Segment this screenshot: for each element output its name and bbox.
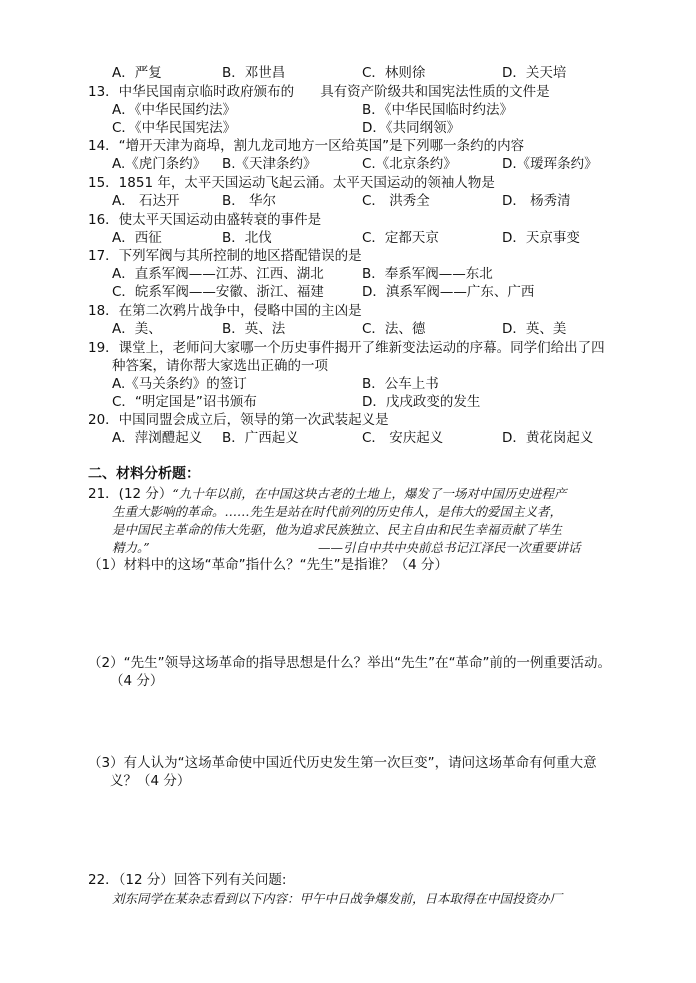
q13-option-b: B．《中华民国临时约法》 bbox=[362, 102, 514, 118]
q14-option-d: D.《瑷珲条约》 bbox=[502, 156, 598, 172]
q22-material-text: 刘东同学在某杂志看到以下内容：甲午中日战争爆发前，日本取得在中国投资办厂 bbox=[112, 891, 563, 906]
option-a-top: A．严复 bbox=[112, 65, 162, 81]
q14-option-a: A.《虎门条约》 bbox=[112, 156, 207, 172]
q16-option-c: C．定都天京 bbox=[362, 230, 439, 246]
q21-subquestion-3-points: 义？（4 分） bbox=[110, 773, 191, 789]
q14-option-b: B.《天津条约》 bbox=[222, 156, 317, 172]
question-19-stem-cont: 种答案，请你帮大家选出正确的一项 bbox=[112, 358, 328, 374]
q19-option-c: C．“明定国是”诏书颁布 bbox=[112, 394, 257, 410]
question-19-stem: 19．课堂上，老师问大家哪一个历史事件揭开了维新变法运动的序幕。同学们给出了四 bbox=[88, 340, 605, 356]
q13-option-d: D．《共同纲领》 bbox=[362, 120, 461, 136]
q17-option-d: D．滇系军阀——广东、广西 bbox=[362, 284, 535, 300]
q16-option-d: D．天京事变 bbox=[502, 230, 580, 246]
q20-option-c: C． 安庆起义 bbox=[362, 430, 444, 446]
q18-option-d: D．英、美 bbox=[502, 321, 567, 337]
q19-option-a: A.《马关条约》的签订 bbox=[112, 376, 247, 392]
q21-quote-line-3: 是中国民主革命的伟大先驱，他为追求民族独立、民主自由和民生幸福贡献了毕生 bbox=[112, 522, 563, 537]
q18-option-a: A．美、 bbox=[112, 321, 162, 337]
q21-quote-source: ——引自中共中央前总书记江泽民一次重要讲话 bbox=[318, 540, 581, 555]
q19-option-b: B．公车上书 bbox=[362, 376, 439, 392]
option-b-top: B．邓世昌 bbox=[222, 65, 286, 81]
q21-quote-line-2: 生重大影响的革命。……先生是站在时代前列的历史伟人，是伟大的爱国主义者， bbox=[112, 504, 563, 519]
q15-option-a: A． 石达开 bbox=[112, 193, 180, 209]
question-18-stem: 18．在第二次鸦片战争中，侵略中国的主凶是 bbox=[88, 303, 362, 319]
question-16-stem: 16．使太平天国运动由盛转衰的事件是 bbox=[88, 212, 322, 228]
q15-option-c: C． 洪秀全 bbox=[362, 193, 430, 209]
question-21-head: 21．(12 分）“九十年以前，在中国这块古老的土地上，爆发了一场对中国历史进程产 bbox=[88, 486, 567, 502]
q14-option-c: C.《北京条约》 bbox=[362, 156, 457, 172]
q21-subquestion-1: （1）材料中的这场“革命”指什么？“先生”是指谁？（4 分） bbox=[88, 557, 448, 573]
option-c-top: C．林则徐 bbox=[362, 65, 426, 81]
question-22-head: 22．（12 分）回答下列有关问题: bbox=[88, 872, 287, 888]
q21-subquestion-2: （2）“先生”领导这场革命的指导思想是什么？举出“先生”在“革命”前的一例重要活动。 bbox=[88, 655, 612, 671]
option-d-top: D．关天培 bbox=[502, 65, 567, 81]
q21-subquestion-2-points: （4 分） bbox=[110, 673, 164, 689]
q13-option-a: A．《中华民国约法》 bbox=[112, 102, 236, 118]
q19-option-d: D．戊戌政变的发生 bbox=[362, 394, 481, 410]
question-13-stem: 13．中华民国南京临时政府颁布的 具有资产阶级共和国宪法性质的文件是 bbox=[88, 84, 550, 100]
q18-option-c: C．法、德 bbox=[362, 321, 426, 337]
q18-option-b: B．英、法 bbox=[222, 321, 286, 337]
q17-option-b: B．奉系军阀——东北 bbox=[362, 266, 493, 282]
question-14-stem: 14．“增开天津为商埠，割九龙司地方一区给英国”是下列哪一条约的内容 bbox=[88, 138, 525, 154]
q20-option-a: A．萍浏醴起义 bbox=[112, 430, 203, 446]
q13-option-c: C．《中华民国宪法》 bbox=[112, 120, 237, 136]
section-2-heading: 二、材料分析题： bbox=[88, 466, 200, 482]
q16-option-b: B．北伐 bbox=[222, 230, 272, 246]
q17-option-c: C．皖系军阀——安徽、浙江、福建 bbox=[112, 284, 324, 300]
q16-option-a: A．西征 bbox=[112, 230, 162, 246]
q20-option-b: B．广西起义 bbox=[222, 430, 299, 446]
q20-option-d: D．黄花岗起义 bbox=[502, 430, 594, 446]
q21-quote-line-4: 精力。” bbox=[112, 540, 150, 555]
question-20-stem: 20．中国同盟会成立后，领导的第一次武装起义是 bbox=[88, 412, 389, 428]
q21-subquestion-3: （3）有人认为“这场革命使中国近代历史发生第一次巨变”，请问这场革命有何重大意 bbox=[88, 755, 597, 771]
question-17-stem: 17．下列军阀与其所控制的地区搭配错误的是 bbox=[88, 248, 362, 264]
question-15-stem: 15．1851 年，太平天国运动飞起云涌。太平天国运动的领袖人物是 bbox=[88, 175, 495, 191]
q15-option-d: D． 杨秀清 bbox=[502, 193, 571, 209]
q17-option-a: A．直系军阀——江苏、江西、湖北 bbox=[112, 266, 324, 282]
q15-option-b: B． 华尔 bbox=[222, 193, 277, 209]
